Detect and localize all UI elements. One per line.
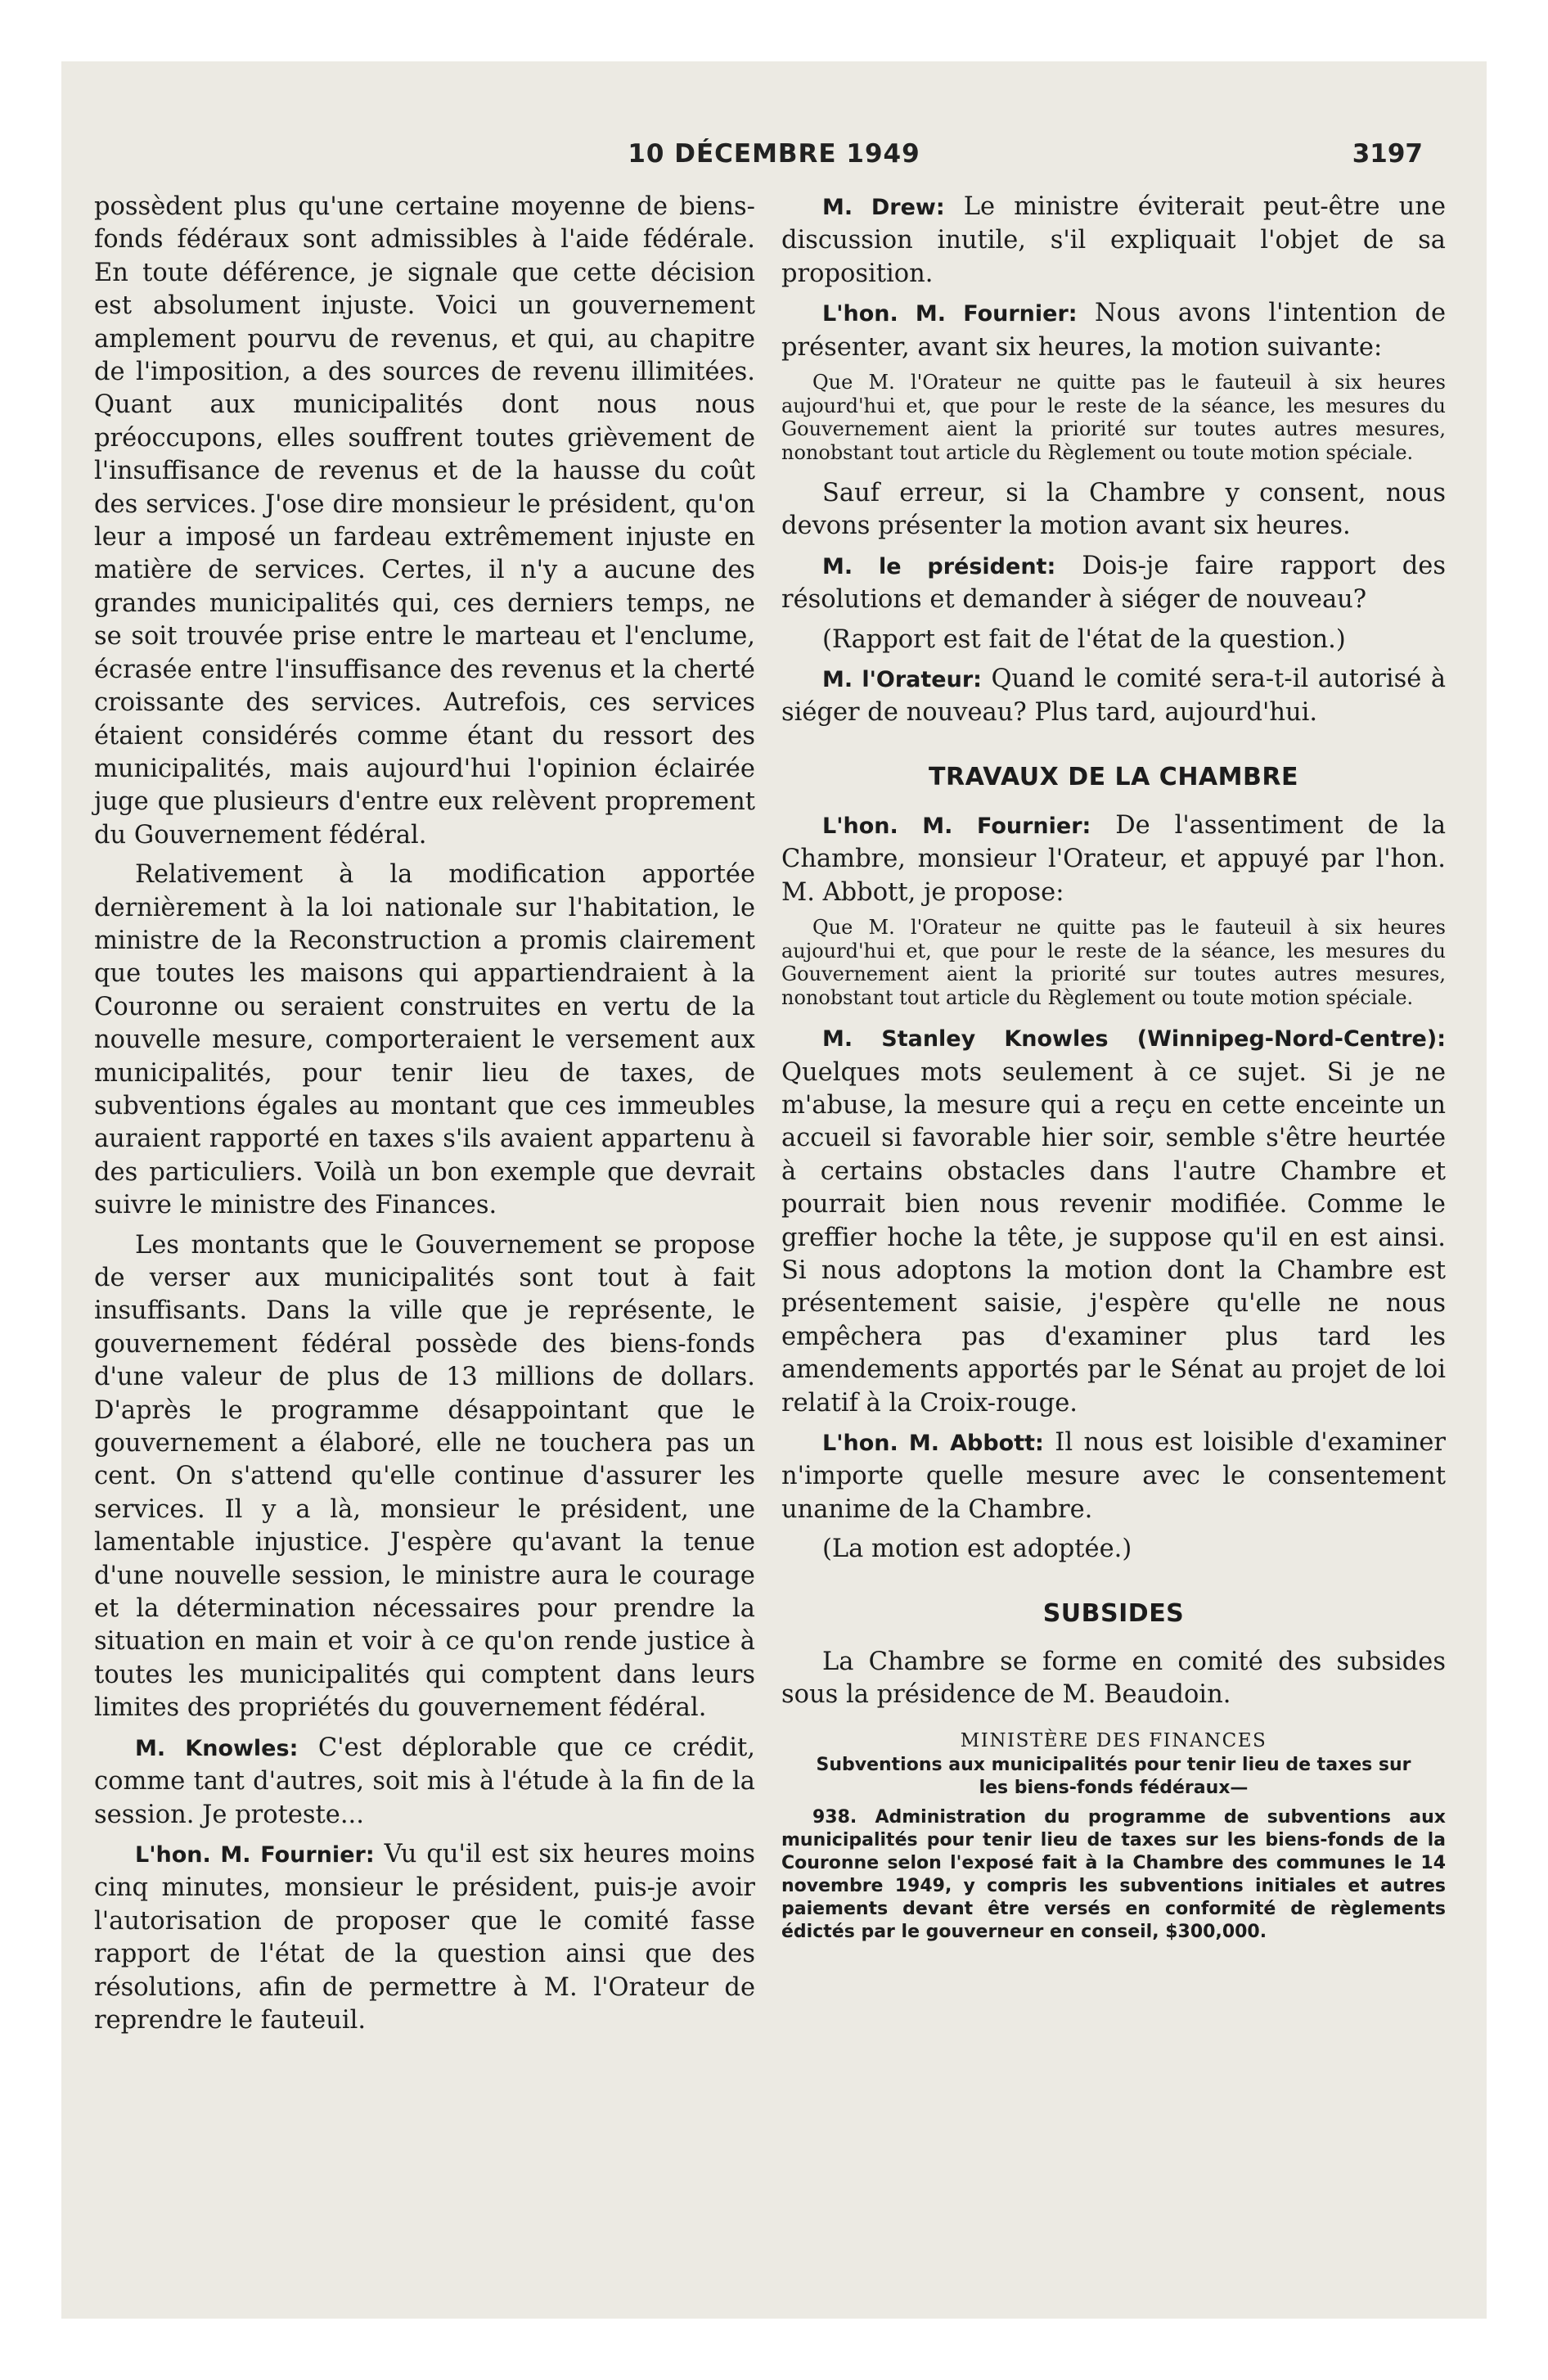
left-column xyxy=(94,191,755,2044)
speech xyxy=(781,191,1446,291)
paragraph: Relativement à la modification apportée dernièrement à la loi nationale sur l'habitation, le ministre de la Reconstruction a promis clairement que toutes les maisons qui appartiendraient à la Couronne ou seraient construites en vertu de la nouvelle mesure, comporteraient le versement aux municipalités, pour tenir lieu de taxes, de subventions égales au montant que ces immeubles auraient rapporté en taxes s'ils avaient appartenu à des particuliers. Voilà un bon exemple que devrait suivre le ministre des Finances. xyxy=(94,860,755,1220)
speech xyxy=(94,1838,755,2037)
speech xyxy=(781,809,1446,909)
speech-text: Vu qu'il est six heures moins cinq minutes, monsieur le président, puis-je avoir l'autorisation de proposer que le comité fasse rapport de l'état de la question ainsi que des résolutions, afin de permettre à M. l'Orateur de reprendre le fauteuil. xyxy=(94,1839,755,2035)
section-heading: SUBSIDES xyxy=(1042,1598,1185,1628)
stage-direction: (La motion est adoptée.) xyxy=(822,1535,1132,1564)
speaker-name: L'hon. M. Fournier: xyxy=(135,1841,375,1868)
document-page xyxy=(61,61,1487,2319)
right-column xyxy=(781,191,1446,1944)
speaker-name: L'hon. M. Fournier: xyxy=(822,813,1091,839)
speech-text: Dois-je faire rapport des résolutions et demander à siéger de nouveau? xyxy=(781,551,1446,615)
speaker-name: M. Stanley Knowles (Winnipeg-Nord-Centre): xyxy=(822,1026,1446,1053)
speaker-name: M. Drew: xyxy=(822,195,945,220)
speech xyxy=(781,663,1446,730)
item-heading: Subventions aux municipalités pour tenir lieu de taxes sur les biens-fonds fédéraux— xyxy=(816,1755,1411,1799)
speech xyxy=(94,1732,755,1832)
vote-item xyxy=(781,1806,1446,1944)
stage-direction: (Rapport est fait de l'état de la question.) xyxy=(822,624,1346,654)
header-date: 10 DÉCEMBRE 1949 xyxy=(628,139,920,169)
section-heading: TRAVAUX DE LA CHAMBRE xyxy=(929,762,1298,791)
motion-text: Que M. l'Orateur ne quitte pas le fauteuil à six heures aujourd'hui et, que pour le reste de la séance, les mesures du Gouvernement aient la priorité sur toutes autres mesures, nonobstant tout article du Règlement ou toute motion spéciale. xyxy=(781,371,1446,464)
speaker-name: L'hon. M. Abbott: xyxy=(822,1430,1044,1456)
page-number: 3197 xyxy=(1352,139,1423,169)
speech-text: Quand le comité sera-t-il autorisé à siéger de nouveau? Plus tard, aujourd'hui. xyxy=(781,665,1447,728)
speech-text: Il nous est loisible d'examiner n'importe quelle mesure avec le consentement unanime de la Chambre. xyxy=(781,1427,1446,1524)
paragraph: Les montants que le Gouvernement se propose de verser aux municipalités sont tout à fait insuffisants. Dans la ville que je représente, le gouvernement fédéral possède des biens-fonds d'une valeur de plus de 13 millions de dollars. D'après le programme désappointant que le gouvernement a élaboré, elle ne touchera pas un cent. On s'attend qu'elle continue d'assurer les services. Il y a là, monsieur le président, une lamentable injustice. J'espère qu'avant la tenue d'une nouvelle session, le ministre aura le courage et la détermination nécessaires pour prendre la situation en main et voir à ce qu'on rende justice à toutes les municipalités qui comptent dans leurs limites des propriétés du gouvernement fédéral. xyxy=(94,1230,755,1723)
speech-text: Le ministre éviterait peut-être une discussion inutile, s'il expliquait l'objet de sa proposition. xyxy=(781,192,1446,288)
speech xyxy=(781,297,1446,364)
paragraph: Sauf erreur, si la Chambre y consent, nous devons présenter la motion avant six heures. xyxy=(781,479,1446,541)
speaker-name: L'hon. M. Fournier: xyxy=(822,301,1078,327)
speech xyxy=(781,1427,1446,1526)
speech-text: De l'assentiment de la Chambre, monsieur l'Orateur, et appuyé par l'hon. M. Abbott, je propose: xyxy=(781,810,1447,907)
speech xyxy=(781,1022,1446,1420)
item-text: Administration du programme de subventions aux municipalités pour tenir lieu de taxes sur les biens-fonds de la Couronne selon l'exposé fait à la Chambre des communes le 14 novembre 1949, y compris les subventions initiales et autres paiements devant être versés en conformité de règlements édictés par le gouverneur en conseil, $300,000. xyxy=(781,1807,1446,1943)
speech-text: Nous avons l'intention de présenter, avant six heures, la motion suivante: xyxy=(781,299,1446,362)
paragraph: possèdent plus qu'une certaine moyenne de biens-fonds fédéraux sont admissibles à l'aide fédérale. En toute déférence, je signale que cette décision est absolument injuste. Voici un gouvernement amplement pourvu de revenus, et qui, au chapitre de l'imposition, a des sources de revenu illimitées. Quant aux municipalités dont nous nous préoccupons, elles souffrent toutes grièvement de l'insuffisance de revenus et de la hausse du coût des services. J'ose dire monsieur le président, qu'on leur a imposé un fardeau extrêmement injuste en matière de services. Certes, il n'y a aucune des grandes municipalités qui, ces derniers temps, ne se soit trouvée prise entre le marteau et l'enclume, écrasée entre l'insuffisance des revenus et la cherté croissante des services. Autrefois, ces services étaient considérés comme étant du ressort des municipalités, mais aujourd'hui l'opinion éclairée juge que plusieurs d'entre eux relèvent proprement du Gouvernement fédéral. xyxy=(94,192,755,850)
page-header xyxy=(61,139,1487,180)
item-number: 938. xyxy=(812,1807,857,1828)
motion-text: Que M. l'Orateur ne quitte pas le fauteuil à six heures aujourd'hui et, que pour le reste de la séance, les mesures du Gouvernement aient la priorité sur toutes autres mesures, nonobstant tout article du Règlement ou toute motion spéciale. xyxy=(781,916,1446,1009)
speech xyxy=(781,550,1446,617)
speech-text: Quelques mots seulement à ce sujet. Si je ne m'abuse, la mesure qui a reçu en cette enceinte un accueil si favorable hier soir, semble s'être heurtée à certains obstacles dans l'autre Chambre et pourrait bien nous revenir modifiée. Comme le greffier hoche la tête, je suppose qu'il en est ainsi. Si nous adoptons la motion dont la Chambre est présentement saisie, j'espère qu'elle ne nous empêchera pas d'examiner plus tard les amendements apportés par le Sénat au projet de loi relatif à la Croix-rouge. xyxy=(781,1057,1446,1418)
speaker-name: M. l'Orateur: xyxy=(822,667,982,693)
speech-text: C'est déplorable que ce crédit, comme tant d'autres, soit mis à l'étude à la fin de la session. Je proteste... xyxy=(94,1733,755,1829)
paragraph: La Chambre se forme en comité des subsides sous la présidence de M. Beaudoin. xyxy=(781,1647,1446,1709)
speaker-name: M. Knowles: xyxy=(135,1735,299,1761)
speaker-name: M. le président: xyxy=(822,553,1056,579)
ministry-title: MINISTÈRE DES FINANCES xyxy=(960,1730,1267,1752)
